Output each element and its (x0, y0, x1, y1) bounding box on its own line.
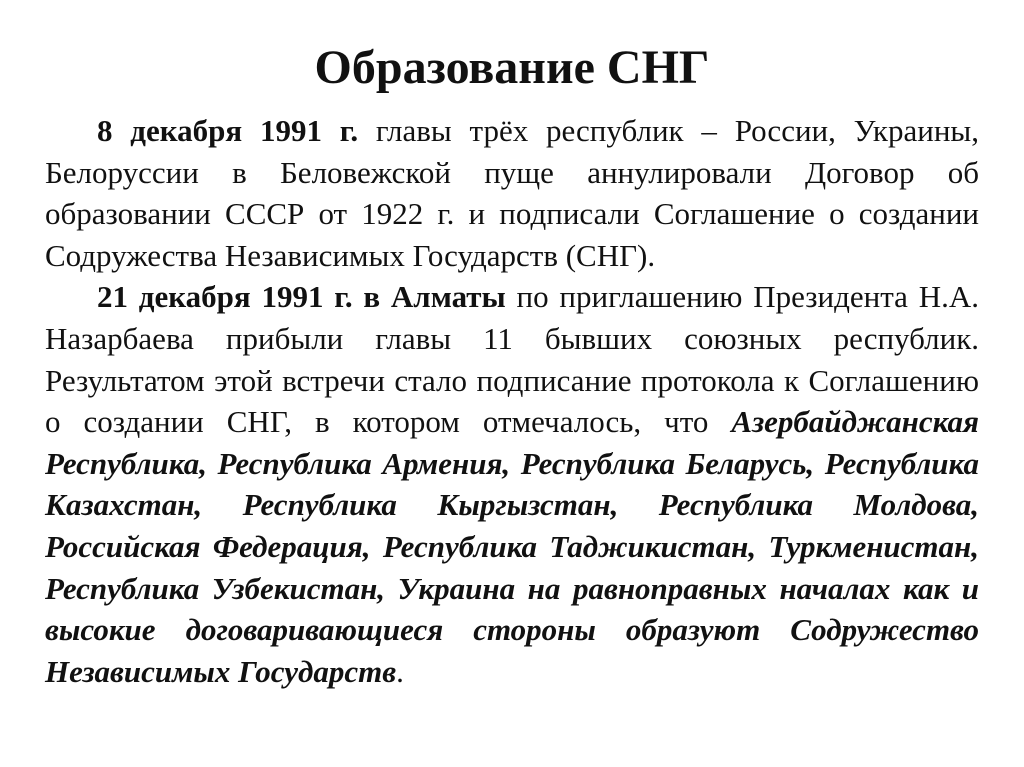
paragraph-almaty-protocol (45, 276, 979, 692)
date-dec-21-1991-almaty: 21 декабря 1991 г. в Алматы (97, 279, 506, 315)
paragraph-2-text: по приглашению Президента Н.А. Назарбаева прибыли главы 11 бывших союзных республик. Результатом этой встречи стало подписание протокола к Соглашению о создании СНГ, в котором отмечалось, что (45, 279, 979, 440)
slide-title: Образование СНГ (314, 41, 710, 94)
paragraph-beloveezha-accords (45, 110, 979, 276)
paragraph-2-end: . (396, 653, 404, 689)
date-dec-8-1991: 8 декабря 1991 г. (97, 113, 359, 148)
member-states-list: Азербайджанская Республика, Республика Армения, Республика Беларусь, Республика Казахстан, Республика Кыргызстан, Республика Молдова, Российская Федерация, Республика Таджикистан, Туркменистан, Республика Узбекистан, Украина на равноправных началах как и высокие договаривающиеся стороны образуют Содружество Независимых Государств (45, 404, 979, 689)
paragraph-1-text: главы трёх республик – России, Украины, Белоруссии в Беловежской пуще аннулировали Договор об образовании СССР от 1922 г. и подписали Соглашение о создании Содружества Независимых Государств (СНГ). (45, 113, 979, 273)
slide-body (45, 110, 979, 692)
